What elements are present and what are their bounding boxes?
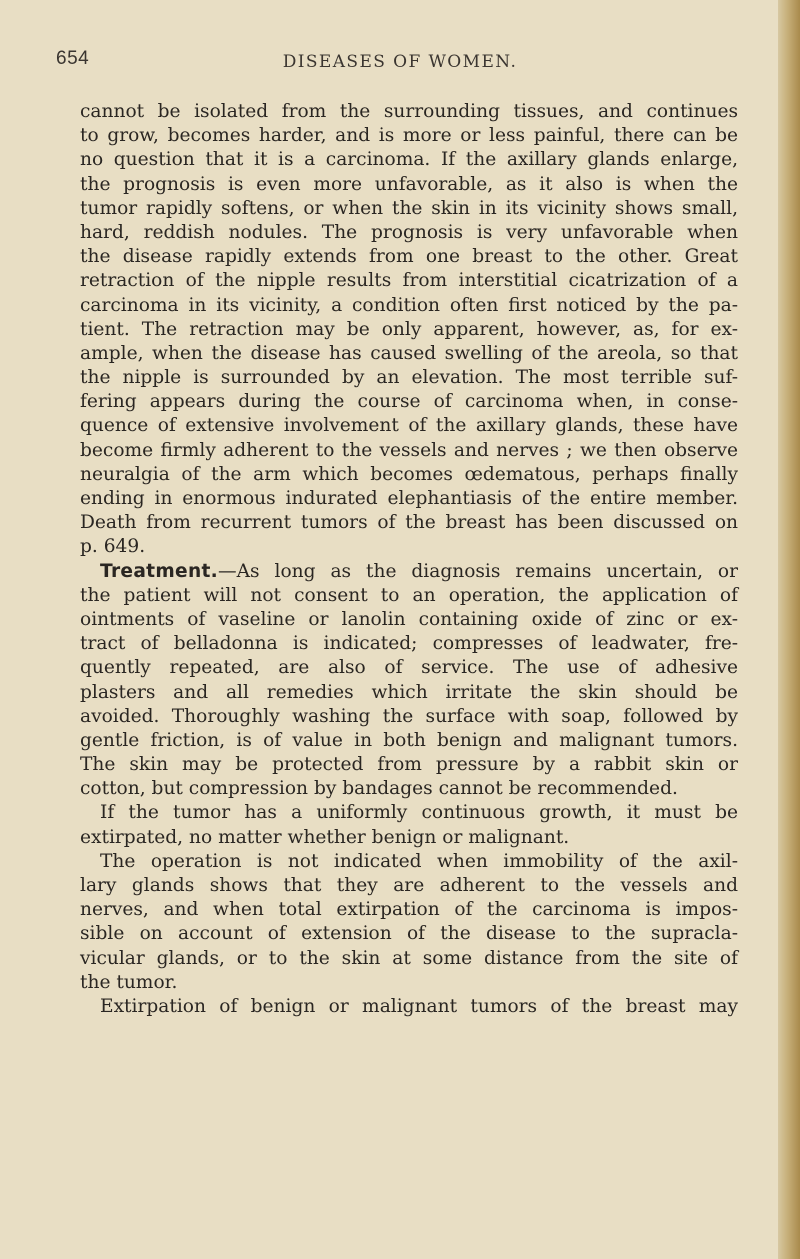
text-line: sible on account of extension of the disease to the supracla-: [80, 923, 738, 945]
text-line: to grow, becomes harder, and is more or less painful, there can be: [80, 125, 738, 147]
text-line: nerves, and when total extirpation of the carcinoma is impos-: [80, 899, 738, 921]
text-line: fering appears during the course of carcinoma when, in conse-: [80, 391, 738, 413]
text-line: plasters and all remedies which irritate the skin should be: [80, 681, 738, 703]
text-line: The skin may be protected from pressure by a rabbit skin or: [80, 754, 738, 776]
body-text: [80, 100, 738, 1019]
text-line: the nipple is surrounded by an elevation. The most terrible suf-: [80, 367, 738, 389]
text-line: lary glands shows that they are adherent to the vessels and: [80, 875, 738, 896]
text-line: cannot be isolated from the surrounding tissues, and continues: [80, 101, 738, 122]
paragraph-contraindications: [80, 850, 738, 995]
text-line: tract of belladonna is indicated; compresses of leadwater, fre-: [80, 633, 738, 655]
paragraph-extirpation-rule: [80, 801, 738, 849]
treatment-first-line: —As long as the diagnosis remains uncertain, or: [218, 560, 738, 582]
text-line: ointments of vaseline or lanolin containing oxide of zinc or ex-: [80, 608, 738, 630]
text-line: no question that it is a carcinoma. If the axillary glands enlarge,: [80, 149, 738, 171]
text-line: Death from recurrent tumors of the breast has been discussed on: [80, 512, 738, 534]
text-line: gentle friction, is of value in both benign and malignant tumors.: [80, 729, 738, 751]
page-header: [0, 48, 800, 78]
paragraph-treatment: [80, 560, 738, 802]
paragraph-prognosis: [80, 100, 738, 560]
treatment-heading: Treatment.: [100, 560, 219, 582]
text-line: hard, reddish nodules. The prognosis is very unfavorable when: [80, 221, 738, 243]
running-head: DISEASES OF WOMEN.: [282, 52, 518, 72]
text-line: tumor rapidly softens, or when the skin in its vicinity shows small,: [80, 197, 738, 219]
text-line: cotton, but compression by bandages cannot be recommended.: [80, 778, 678, 800]
text-line: ending in enormous indurated elephantiasis of the entire member.: [80, 488, 738, 509]
text-line: retraction of the nipple results from interstitial cicatrization of a: [80, 270, 738, 292]
text-line: If the tumor has a uniformly continuous growth, it must be: [100, 802, 738, 824]
text-line: quently repeated, are also of service. The use of adhesive: [80, 657, 738, 679]
text-line: avoided. Thoroughly washing the surface with soap, followed by: [80, 705, 738, 727]
page-number: 654: [56, 48, 90, 69]
text-line: neuralgia of the arm which becomes œdematous, perhaps finally: [80, 463, 738, 485]
text-line: ample, when the disease has caused swelling of the areola, so that: [80, 342, 738, 364]
text-line: the prognosis is even more unfavorable, as it also is when the: [80, 173, 738, 195]
text-line: Extirpation of benign or malignant tumors of the breast may: [100, 995, 738, 1017]
text-line: quence of extensive involvement of the axillary glands, these have: [80, 415, 738, 437]
text-line: extirpated, no matter whether benign or malignant.: [80, 826, 570, 848]
text-line: the patient will not consent to an operation, the application of: [80, 584, 738, 606]
text-line: carcinoma in its vicinity, a condition often first noticed by the pa-: [80, 294, 738, 316]
text-line: tient. The retraction may be only apparent, however, as, for ex-: [80, 318, 738, 340]
text-line: The operation is not indicated when immobility of the axil-: [100, 850, 738, 872]
text-line: vicular glands, or to the skin at some distance from the site of: [80, 947, 738, 969]
text-line: [80, 560, 738, 584]
text-line: p. 649.: [80, 536, 146, 558]
text-line: the tumor.: [80, 971, 178, 993]
text-line: the disease rapidly extends from one breast to the other. Great: [80, 246, 738, 268]
text-line: become firmly adherent to the vessels and nerves ; we then observe: [80, 439, 738, 461]
paragraph-extirpation: [80, 995, 738, 1019]
page-edge-shadow: [778, 0, 800, 1259]
